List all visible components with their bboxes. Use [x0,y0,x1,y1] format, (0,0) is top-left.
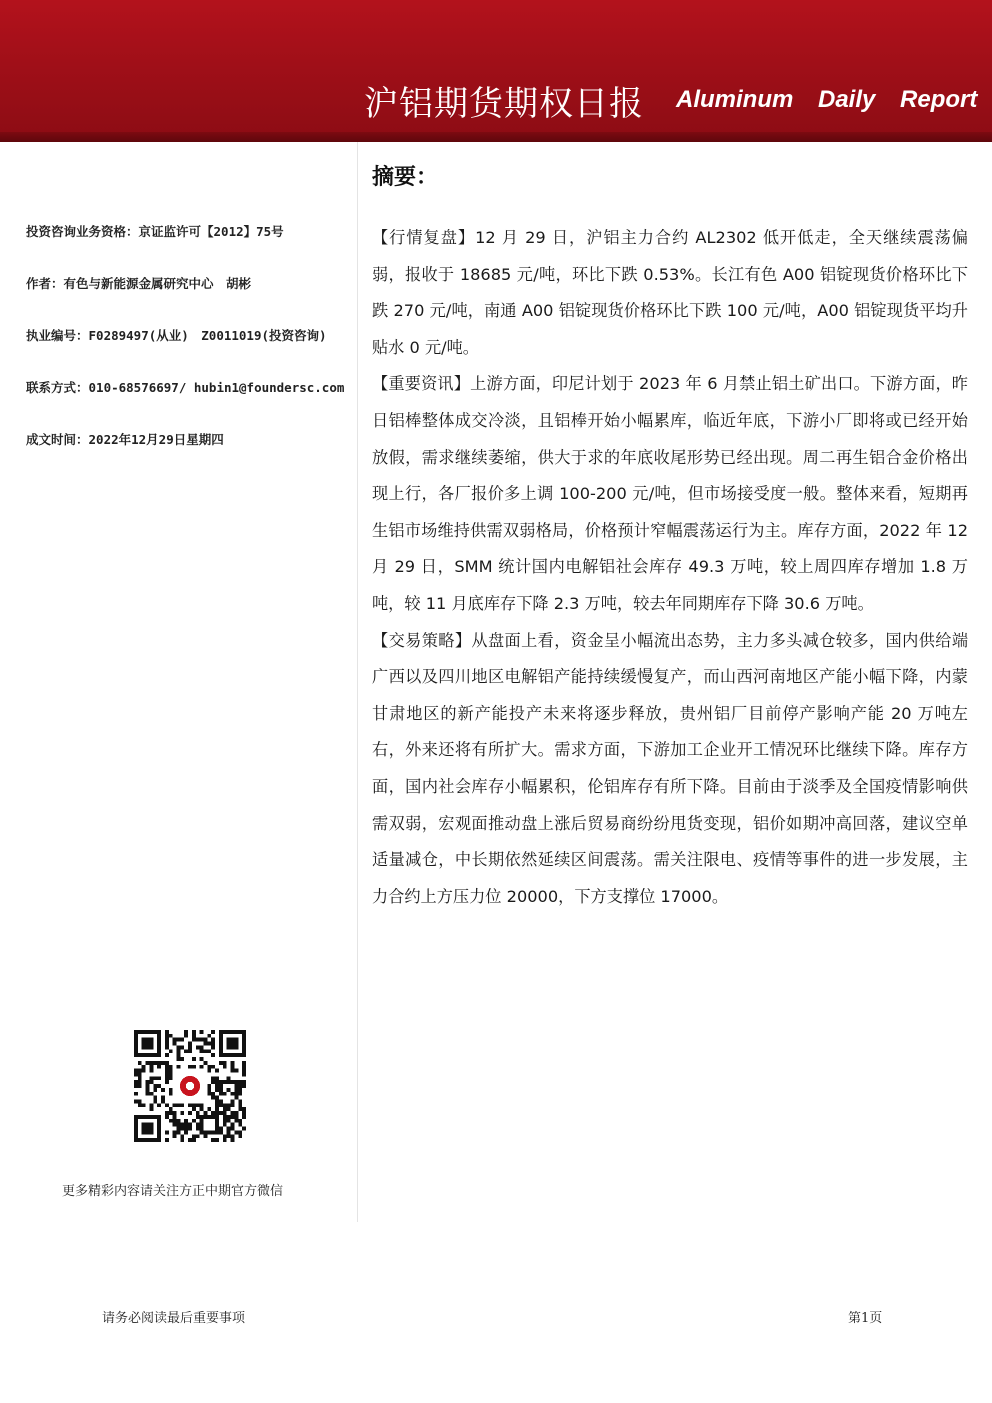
meta-date [26,430,224,448]
paragraph-trading-strategy [372,623,968,916]
column-divider [357,142,358,1222]
meta-qualification-value: 京证监许可【2012】75号 [138,224,284,239]
meta-license-value: F0289497(从业) Z0011019(投资咨询) [88,328,327,343]
paragraph-text: 12 月 29 日，沪铝主力合约 AL2302 低开低走，全天继续震荡偏弱，报收于 18685 元/吨，环比下跌 0.53%。长江有色 A00 铝锭现货价格环比下跌 270 元/吨，南通 A00 铝锭现货价格环比下跌 100 元/吨，A00 铝锭现货平均升贴水 0 元/吨。 [372,228,968,357]
paragraph-market-review [372,220,968,366]
paragraph-tag: 【重要资讯】 [372,374,471,394]
paragraph-key-news [372,366,968,622]
meta-contact [26,378,344,396]
qr-caption: 更多精彩内容请关注方正中期官方微信 [62,1184,284,1199]
meta-author-label: 作者： [26,276,64,291]
summary-title: 摘要： [372,165,439,190]
meta-contact-value[interactable]: 010-68576697/ hubin1@foundersc.com [88,380,345,395]
paragraph-tag: 【行情复盘】 [372,228,476,247]
meta-author [26,274,251,292]
paragraph-text: 上游方面，印尼计划于 2023 年 6 月禁止铝土矿出口。下游方面，昨日铝棒整体成交冷淡，且铝棒开始小幅累库，临近年底，下游小厂即将或已经开始放假，需求继续萎缩，供大于求的年底收尾形势已经出现。周二再生铝合金价格出现上行，各厂报价多上调 100-200 元/吨，但市场接受度一般。整体来看，短期再生铝市场维持供需双弱格局，价格预计窄幅震荡运行为主。库存方面，2022 年 12 月 29 日，SMM 统计国内电解铝社会库存 49.3 万吨，较上周四库存增加 1.8 万吨，较 11 月底库存下降 2.3 万吨，较去年同期库存下降 30.6 万吨。 [372,374,968,613]
header-band [0,0,992,142]
report-title-en: Aluminum Daily Report [676,86,978,113]
page-number: 第1页 [848,1311,883,1326]
summary-content [372,220,968,915]
footer-notice: 请务必阅读最后重要事项 [102,1311,246,1326]
meta-author-value: 有色与新能源金属研究中心 胡彬 [63,276,252,291]
meta-qualification [26,222,284,240]
meta-license [26,326,327,344]
paragraph-text: 从盘面上看，资金呈小幅流出态势，主力多头减仓较多，国内供给端广西以及四川地区电解铝产能持续缓慢复产，而山西河南地区产能小幅下降，内蒙甘肃地区的新产能投产未来将逐步释放，贵州铝厂目前停产影响产能 20 万吨左右，外来还将有所扩大。需求方面，下游加工企业开工情况环比继续下降。库存方面，国内社会库存小幅累积，伦铝库存有所下降。目前由于淡季及全国疫情影响供需双弱，宏观面推动盘上涨后贸易商纷纷甩货变现，铝价如期冲高回落，建议空单适量减仓，中长期依然延续区间震荡。需关注限电、疫情等事件的进一步发展，主力合约上方压力位 20000，下方支撑位 17000。 [372,630,969,906]
paragraph-tag: 【交易策略】 [372,630,472,650]
meta-date-value: 2022年12月29日星期四 [88,432,224,447]
wechat-qr-code-icon[interactable] [134,1030,246,1142]
meta-contact-label: 联系方式： [26,380,89,395]
meta-qualification-label: 投资咨询业务资格： [26,224,139,239]
meta-date-label: 成文时间： [26,432,89,447]
report-title-cn: 沪铝期货期权日报 [364,84,644,124]
meta-license-label: 执业编号： [26,328,89,343]
